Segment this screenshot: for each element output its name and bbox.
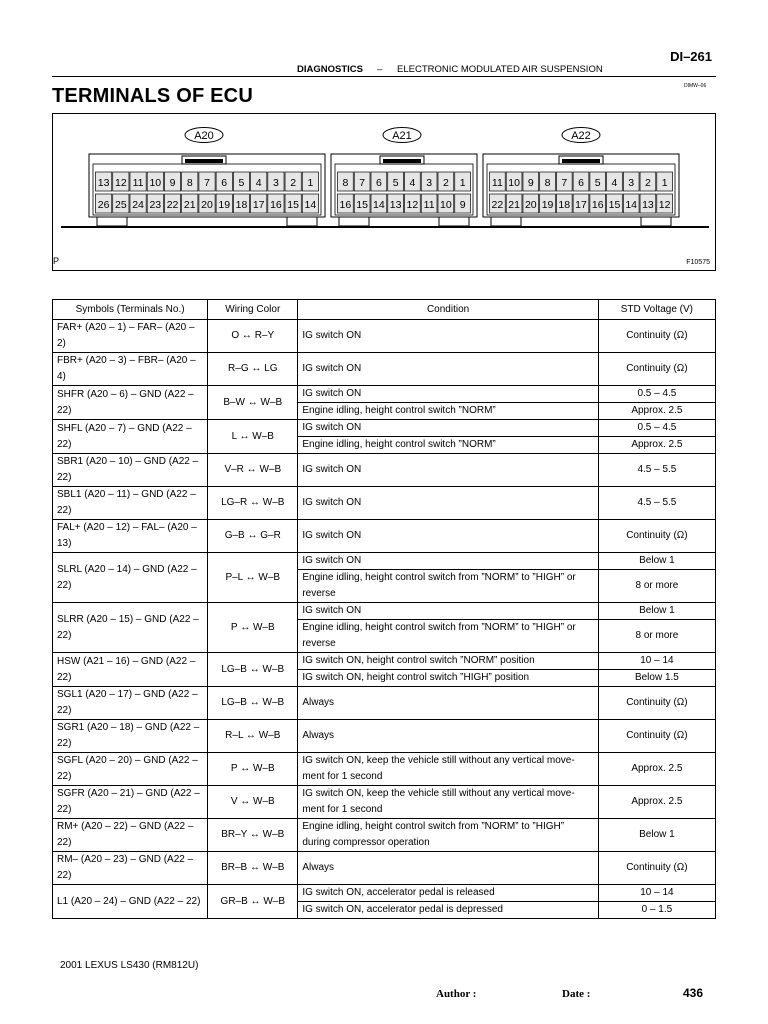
terminal-symbol: RM+ (A20 – 22) – GND (A22 – 22) [53,819,208,852]
terminal-number: 12 [406,199,419,211]
terminal-symbol: SBL1 (A20 – 11) – GND (A22 – 22) [53,487,208,520]
condition: IG switch ON [298,320,598,353]
terminal-number: 16 [591,199,604,211]
terminal-symbol: SGFL (A20 – 20) – GND (A22 – 22) [53,753,208,786]
terminal-symbol: FAR+ (A20 – 1) – FAR– (A20 – 2) [53,320,208,353]
std-voltage: Approx. 2.5 [598,403,715,420]
table-row [53,553,716,570]
table-row [53,753,716,786]
header-std-voltage: STD Voltage (V) [598,300,715,320]
author-label: Author : [436,988,477,1000]
terminal-number: 15 [608,199,621,211]
wiring-color: O ↔ R–Y [208,320,298,353]
connector-latch-fill [185,159,223,163]
terminal-number: 5 [594,177,601,189]
condition: Engine idling, height control switch from ”NORM” to ”HIGH” during compressor operation [298,819,598,852]
terminal-symbol: SLRR (A20 – 15) – GND (A22 – 22) [53,603,208,653]
std-voltage: Continuity (Ω) [598,520,715,553]
condition: IG switch ON [298,454,598,487]
terminal-number: 12 [115,177,127,189]
wiring-color: LG–B ↔ W–B [208,653,298,687]
terminal-number: 4 [255,177,262,189]
std-voltage: 4.5 – 5.5 [598,454,715,487]
connector-latch-fill [383,159,421,163]
terminal-number: 18 [558,199,571,211]
wiring-color: BR–B ↔ W–B [208,852,298,885]
terminal-number: 9 [527,177,534,189]
wiring-color: LG–R ↔ W–B [208,487,298,520]
terminal-symbol: SHFL (A20 – 7) – GND (A22 – 22) [53,420,208,454]
terminal-number: 12 [658,199,671,211]
terminal-number: 14 [625,199,638,211]
page-number: 436 [683,986,704,1000]
terminal-number: 17 [252,199,265,211]
page-id: DI–261 [670,49,712,64]
wiring-color: G–B ↔ G–R [208,520,298,553]
condition: IG switch ON [298,386,598,403]
table-row [53,720,716,753]
terminal-symbol: SGFR (A20 – 21) – GND (A22 – 22) [53,786,208,819]
wiring-color: P–L ↔ W–B [208,553,298,603]
terminal-number: 8 [544,177,551,189]
terminal-number: 10 [440,199,452,211]
terminal-number: 3 [426,177,433,189]
terminal-number: 13 [97,177,110,189]
terminal-number: 1 [661,177,668,189]
terminal-number: 8 [342,177,349,189]
wiring-color: R–L ↔ W–B [208,720,298,753]
ecu-base-line [61,226,709,228]
std-voltage: Continuity (Ω) [598,320,715,353]
table-row [53,386,716,403]
header-condition: Condition [298,300,598,320]
std-voltage: Below 1 [598,553,715,570]
condition: IG switch ON, accelerator pedal is depressed [298,902,598,919]
terminal-number: 2 [290,177,297,189]
terminal-symbol: RM– (A20 – 23) – GND (A22 – 22) [53,852,208,885]
connector-tab [97,217,127,226]
condition: Engine idling, height control switch ”NORM” [298,437,598,454]
wiring-color: R–G ↔ LG [208,353,298,386]
terminal-number: 16 [270,199,282,211]
terminal-symbol: FAL+ (A20 – 12) – FAL– (A20 – 13) [53,520,208,553]
terminal-number: 3 [273,177,279,189]
terminal-number: 16 [339,199,352,211]
std-voltage: Continuity (Ω) [598,720,715,753]
std-voltage: 0.5 – 4.5 [598,420,715,437]
wiring-color: V ↔ W–B [208,786,298,819]
header-wiring-color: Wiring Color [208,300,298,320]
connector-tab [491,217,521,226]
connector-tab [439,217,469,226]
std-voltage: 0.5 – 4.5 [598,386,715,403]
terminal-number: 15 [356,199,368,211]
condition: Engine idling, height control switch from ”NORM” to ”HIGH” or reverse [298,570,598,603]
std-voltage: 10 – 14 [598,653,715,670]
table-row [53,653,716,670]
document-code: DIMW–06 [684,83,707,89]
terminal-number: 22 [491,199,504,211]
std-voltage: 0 – 1.5 [598,902,715,919]
connector-name: A21 [392,130,412,142]
terminal-symbol: SHFR (A20 – 6) – GND (A22 – 22) [53,386,208,420]
terminal-symbol: SGR1 (A20 – 18) – GND (A22 – 22) [53,720,208,753]
terminal-number: 1 [459,177,466,189]
wiring-color: L ↔ W–B [208,420,298,454]
terminal-number: 22 [166,199,179,211]
std-voltage: 4.5 – 5.5 [598,487,715,520]
terminal-number: 4 [409,177,416,189]
condition: Engine idling, height control switch ”NORM” [298,403,598,420]
terminal-number: 6 [375,177,382,189]
wiring-color: V–R ↔ W–B [208,454,298,487]
terminal-number: 9 [169,177,176,189]
wiring-color: P ↔ W–B [208,603,298,653]
terminal-symbol: SLRL (A20 – 14) – GND (A22 – 22) [53,553,208,603]
terminal-number: 7 [359,177,366,189]
section-name: DIAGNOSTICS [297,64,363,75]
table-header-row [53,300,716,320]
terminal-number: 4 [611,177,618,189]
std-voltage: Below 1.5 [598,670,715,687]
terminal-number: 15 [287,199,299,211]
condition: IG switch ON [298,603,598,620]
table-row [53,885,716,902]
condition: IG switch ON, keep the vehicle still without any vertical move-ment for 1 second [298,786,598,819]
table-row [53,454,716,487]
connector-tab [339,217,369,226]
footer-model: 2001 LEXUS LS430 (RM812U) [60,960,199,971]
table-row [53,487,716,520]
terminal-number: 11 [423,199,435,211]
connector-name: A20 [194,130,214,142]
terminals-table-body [53,320,716,919]
terminals-table [52,299,716,919]
condition: IG switch ON [298,553,598,570]
terminal-number: 21 [508,199,520,211]
std-voltage: Below 1 [598,819,715,852]
terminal-symbol: L1 (A20 – 24) – GND (A22 – 22) [53,885,208,919]
condition: Engine idling, height control switch from ”NORM” to ”HIGH” or reverse [298,620,598,653]
std-voltage: Approx. 2.5 [598,786,715,819]
header-separator: – [377,64,383,75]
terminal-number: 11 [132,177,144,189]
connector-name: A22 [571,130,591,142]
table-row [53,687,716,720]
header-rule [52,76,716,77]
terminal-number: 6 [578,177,584,189]
wiring-color: BR–Y ↔ W–B [208,819,298,852]
terminal-symbol: HSW (A21 – 16) – GND (A22 – 22) [53,653,208,687]
table-row [53,353,716,386]
terminal-number: 8 [186,177,193,189]
wiring-color: GR–B ↔ W–B [208,885,298,919]
terminal-number: 13 [642,199,654,211]
terminal-number: 7 [561,177,568,189]
section-subject: ELECTRONIC MODULATED AIR SUSPENSION [397,64,603,75]
terminal-number: 9 [459,199,466,211]
terminal-symbol: SBR1 (A20 – 10) – GND (A22 – 22) [53,454,208,487]
condition: IG switch ON, height control switch ”HIGH” position [298,670,598,687]
condition: IG switch ON [298,420,598,437]
condition: IG switch ON, keep the vehicle still without any vertical move-ment for 1 second [298,753,598,786]
terminal-number: 10 [149,177,162,189]
terminal-number: 1 [307,177,314,189]
terminal-number: 5 [238,177,245,189]
terminal-number: 26 [97,199,110,211]
terminal-number: 2 [644,177,651,189]
std-voltage: 8 or more [598,570,715,603]
condition: IG switch ON [298,520,598,553]
std-voltage: Continuity (Ω) [598,353,715,386]
terminal-number: 13 [389,199,402,211]
terminal-symbol: SGL1 (A20 – 17) – GND (A22 – 22) [53,687,208,720]
terminal-number: 20 [524,199,537,211]
terminal-number: 14 [373,199,385,211]
terminal-number: 18 [235,199,248,211]
std-voltage: Continuity (Ω) [598,687,715,720]
std-voltage: 8 or more [598,620,715,653]
condition: IG switch ON [298,487,598,520]
table-row [53,520,716,553]
connector-latch-fill [562,159,600,163]
std-voltage: Approx. 2.5 [598,437,715,454]
terminal-number: 10 [508,177,520,189]
condition: Always [298,687,598,720]
condition: IG switch ON, accelerator pedal is released [298,885,598,902]
table-row [53,786,716,819]
table-row [53,852,716,885]
connector-tab [287,217,317,226]
terminal-number: 21 [183,199,196,211]
std-voltage: 10 – 14 [598,885,715,902]
condition: Always [298,720,598,753]
figure-corner-label: P [53,256,60,266]
header-symbols: Symbols (Terminals No.) [53,300,208,320]
std-voltage: Continuity (Ω) [598,852,715,885]
connector-tab [641,217,671,226]
date-label: Date : [562,988,591,1000]
terminal-number: 6 [221,177,228,189]
terminal-number: 25 [115,199,127,211]
page-title: TERMINALS OF ECU [52,85,253,107]
table-row [53,603,716,620]
condition: IG switch ON, height control switch ”NORM” position [298,653,598,670]
ecu-connector-figure [52,113,716,271]
terminal-number: 19 [541,199,554,211]
condition: IG switch ON [298,353,598,386]
table-row [53,320,716,353]
terminal-number: 5 [392,177,399,189]
terminal-number: 3 [628,177,635,189]
terminal-number: 19 [218,199,231,211]
wiring-color: P ↔ W–B [208,753,298,786]
std-voltage: Below 1 [598,603,715,620]
terminal-number: 2 [442,177,449,189]
wiring-color: LG–B ↔ W–B [208,687,298,720]
terminal-number: 24 [132,199,144,211]
terminal-number: 23 [149,199,162,211]
table-row [53,819,716,852]
figure-code: F10575 [686,259,710,266]
terminal-number: 14 [304,199,317,211]
table-row [53,420,716,437]
std-voltage: Approx. 2.5 [598,753,715,786]
terminal-symbol: FBR+ (A20 – 3) – FBR– (A20 – 4) [53,353,208,386]
connector-diagram [53,114,717,272]
terminal-number: 17 [575,199,587,211]
wiring-color: B–W ↔ W–B [208,386,298,420]
terminal-number: 7 [204,177,210,189]
terminal-number: 20 [201,199,213,211]
condition: Always [298,852,598,885]
terminal-number: 11 [491,177,503,189]
